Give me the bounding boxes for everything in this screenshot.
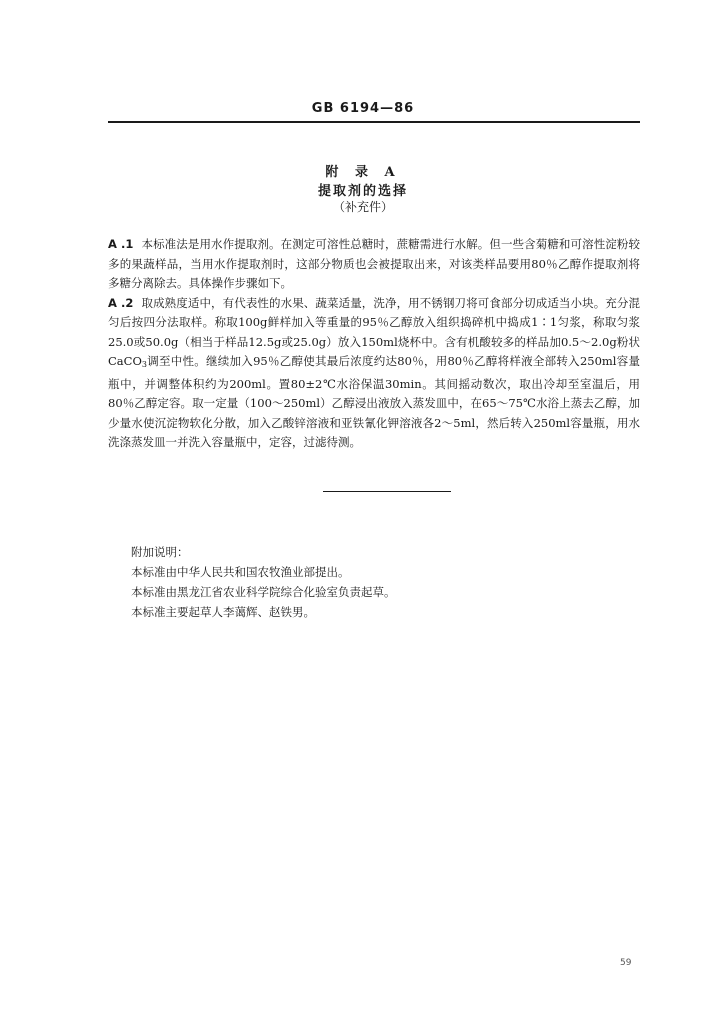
paragraph-label: A .1 <box>108 237 134 251</box>
notes-line: 本标准主要起草人李蔼辉、赵铁男。 <box>131 605 315 619</box>
page-number: 59 <box>620 958 632 968</box>
end-rule <box>323 491 451 492</box>
chemical-subscript: 3 <box>141 360 147 369</box>
paragraph-label: A .2 <box>108 295 134 310</box>
annex-title: 附 录 A <box>325 165 401 180</box>
header-rule <box>108 121 640 123</box>
notes-heading: 附加说明： <box>131 545 189 559</box>
notes-line: 本标准由中华人民共和国农牧渔业部提出。 <box>131 565 350 579</box>
annex-subtitle: 提取剂的选择 <box>317 184 408 199</box>
paragraph-text-continued: 调至中性。继续加入95％乙醇使其最后浓度约达80％，用80％乙醇将样液全部转入250ml容量瓶中，并调整体积约为200ml。置80±2℃水浴保温30min。其间摇动数次，取出冷却至室温后，用80％乙醇定容。取一定量（100～250ml）乙醇浸出液放入蒸发皿中，在65～75℃水浴上蒸去乙醇，加少量水使沉淀物软化分散，加入乙酸锌溶液和亚铁氰化钾溶液各2～5ml，然后转入250ml容量瓶，用水洗涤蒸发皿一并洗入容量瓶中，定容，过滤待测。 <box>108 354 640 449</box>
additional-notes <box>131 542 611 622</box>
paragraph-text: 取成熟度适中，有代表性的水果、蔬菜适量，洗净，用不锈钢刀将可食部分切成适当小块。充分混匀后按四分法取样。称取100g鲜样加入等重量的95％乙醇放入组织捣碎机中捣成1∶1匀浆，称取匀浆25.0或50.0g（相当于样品12.5g或25.0g）放入150ml烧杯中。含有机酸较多的样品加0.5～2.0g粉状CaCO <box>108 295 640 368</box>
notes-line: 本标准由黑龙江省农业科学院综合化验室负责起草。 <box>131 585 396 599</box>
paragraph-a2 <box>108 294 640 453</box>
standard-code: GB 6194—86 <box>311 101 415 116</box>
annex-note: （补充件） <box>332 200 393 214</box>
paragraph-a1 <box>108 235 640 294</box>
annex-body <box>108 235 640 453</box>
paragraph-text: 本标准法是用水作提取剂。在测定可溶性总糖时，蔗糖需进行水解。但一些含菊糖和可溶性淀粉较多的果蔬样品，当用水作提取剂时，这部分物质也会被提取出来，对该类样品要用80％乙醇作提取剂将多糖分离除去。具体操作步骤如下。 <box>108 237 640 290</box>
